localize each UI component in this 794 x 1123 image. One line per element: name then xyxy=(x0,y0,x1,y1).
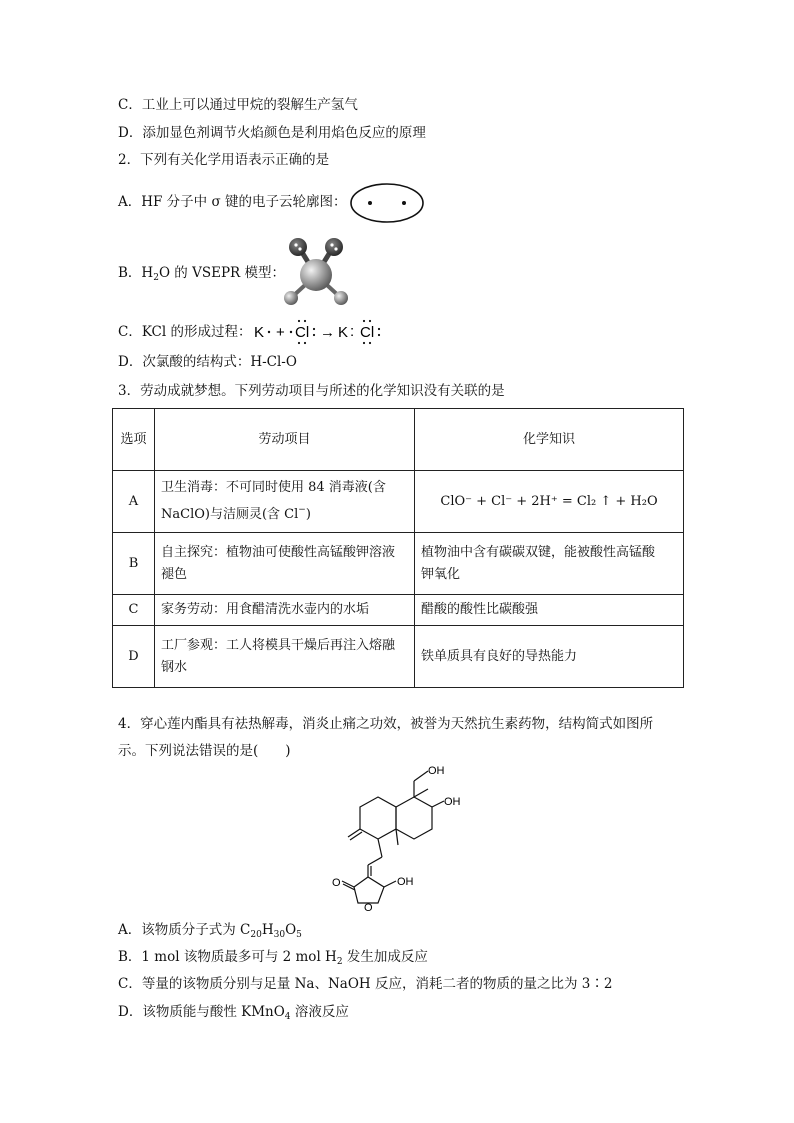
table-row xyxy=(113,626,684,688)
header-labor-project: 劳动项目 xyxy=(155,409,415,471)
kcl-k-symbol: K xyxy=(254,324,265,341)
q4-option-d: D．该物质能与酸性 KMnO$_4$ 溶液反应 xyxy=(118,1004,349,1022)
question-3: 3．劳动成就梦想。下列劳动项目与所述的化学知识没有关联的是 xyxy=(118,383,505,399)
kcl-cl2-symbol: Cl xyxy=(360,324,375,341)
ring-o-label: O xyxy=(364,902,373,914)
row-option: C xyxy=(113,595,155,626)
row-knowledge: 植物油中含有碳碳双键，能被酸性高锰酸 钾氧化 xyxy=(415,533,684,595)
q4-option-a: A．该物质分子式为 $C_{20}H_{30}O_5$ xyxy=(118,922,302,940)
row-knowledge: ClO⁻ + Cl⁻ + 2H⁺ = Cl₂ ↑ + H₂O xyxy=(415,471,684,533)
kcl-arrow: → xyxy=(320,324,335,341)
table-row xyxy=(113,595,684,626)
row-option: D xyxy=(113,626,155,688)
oh-label: OH xyxy=(397,876,414,888)
vsepr-model-illustration xyxy=(278,235,356,310)
q4-option-b: B．1 mol 该物质最多可与 2 mol $H_2$ 发生加成反应 xyxy=(118,949,428,967)
row-knowledge: 铁单质具有良好的导热能力 xyxy=(415,626,684,688)
header-chemistry-knowledge: 化学知识 xyxy=(415,409,684,471)
question-4-line-2: 示。下列说法错误的是( ) xyxy=(118,743,291,759)
kcl-cl-symbol: Cl xyxy=(295,324,310,341)
table-row xyxy=(113,471,684,533)
q2-option-a: A．HF 分子中 σ 键的电子云轮廓图： xyxy=(118,194,347,210)
carbonyl-o-label: O xyxy=(332,877,341,889)
row-knowledge: 醋酸的酸性比碳酸强 xyxy=(415,595,684,626)
question-2: 2．下列有关化学用语表示正确的是 xyxy=(118,152,330,168)
andrographolide-structure xyxy=(318,765,478,915)
q2-option-b: B．$H_2O$ 的 VSEPR 模型： xyxy=(118,265,285,283)
sigma-bond-electron-cloud-diagram xyxy=(348,181,426,225)
kcl-colon: : xyxy=(350,323,355,340)
row-project: 自主探究：植物油可使酸性高锰酸钾溶液 褪色 xyxy=(155,533,415,595)
q4-option-c: C．等量的该物质分别与足量 Na、NaOH 反应，消耗二者的物质的量之比为 3∶2 xyxy=(118,976,613,992)
oh-label: OH xyxy=(444,796,461,808)
row-project: 工厂参观：工人将模具干燥后再注入熔融 钢水 xyxy=(155,626,415,688)
q1-option-c: C．工业上可以通过甲烷的裂解生产氢气 xyxy=(118,97,358,113)
row-option: A xyxy=(113,471,155,533)
row-project: 卫生消毒：不可同时使用 84 消毒液(含 NaClO)与洁厕灵(含 Cl−) xyxy=(155,471,415,533)
header-option: 选项 xyxy=(113,409,155,471)
table-row xyxy=(113,533,684,595)
q1-option-d: D．添加显色剂调节火焰颜色是利用焰色反应的原理 xyxy=(118,125,426,141)
kcl-formation-process xyxy=(250,315,420,349)
oh-label: OH xyxy=(428,765,445,777)
table-header-row xyxy=(113,409,684,471)
q2-option-d: D．次氯酸的结构式：H-Cl-O xyxy=(118,354,297,370)
q2-option-c: C．KCl 的形成过程： xyxy=(118,324,252,340)
kcl-k2-symbol: K xyxy=(338,324,349,341)
labor-chemistry-table xyxy=(112,408,684,688)
row-project: 家务劳动：用食醋清洗水壶内的水垢 xyxy=(155,595,415,626)
row-option: B xyxy=(113,533,155,595)
kcl-plus: + xyxy=(276,324,285,341)
question-4-line-1: 4．穿心莲内酯具有祛热解毒，消炎止痛之功效，被誉为天然抗生素药物，结构简式如图所 xyxy=(118,716,654,732)
